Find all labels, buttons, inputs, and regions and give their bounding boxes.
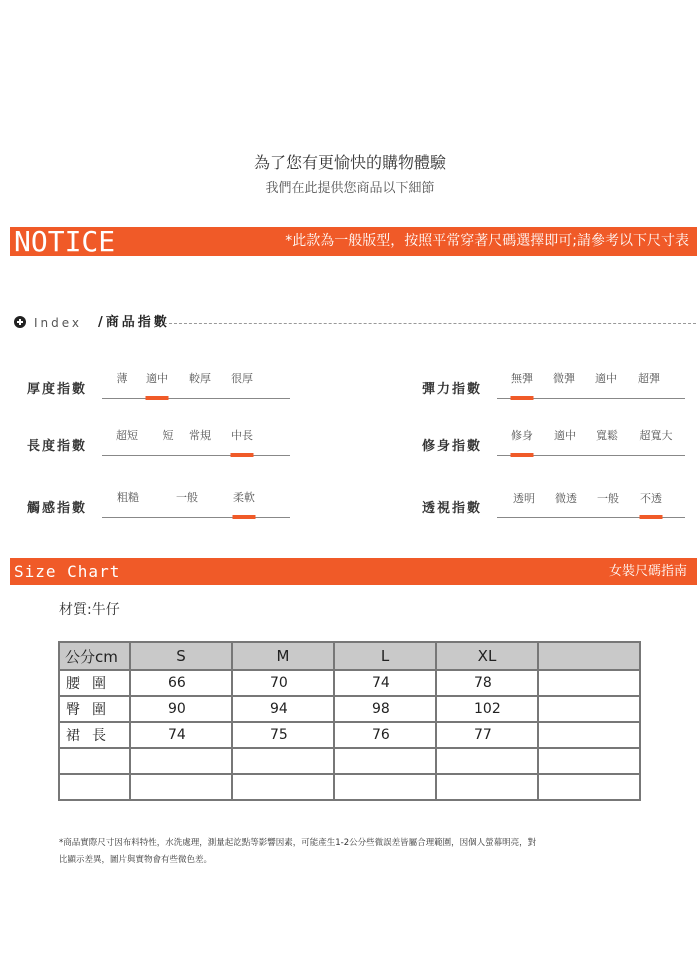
row-label: 裙長 <box>59 722 130 748</box>
table-cell <box>232 774 334 800</box>
gauge-marker <box>146 396 169 400</box>
table-cell: 74 <box>334 670 436 696</box>
gauge-option: 超短 <box>116 429 138 442</box>
notice-text: *此款為一般版型，按照平常穿著尺碼選擇即可;請參考以下尺寸表 <box>285 233 689 249</box>
size-header: M <box>232 642 334 670</box>
table-cell <box>334 774 436 800</box>
table-cell: 66 <box>130 670 232 696</box>
row-label: 臀圍 <box>59 696 130 722</box>
size-table <box>58 641 641 801</box>
table-cell: 75 <box>232 722 334 748</box>
table-cell <box>538 748 640 774</box>
notice-title: NOTICE <box>14 225 116 258</box>
table-row <box>59 748 640 774</box>
index-label: Index <box>34 316 83 330</box>
table-cell: 74 <box>130 722 232 748</box>
gauge-marker <box>640 515 663 519</box>
table-cell: 78 <box>436 670 538 696</box>
table-cell: 94 <box>232 696 334 722</box>
table-cell <box>130 774 232 800</box>
gauge-label: 透視指數 <box>422 501 483 516</box>
size-chart-title: Size Chart <box>14 562 121 581</box>
table-cell <box>130 748 232 774</box>
size-header: S <box>130 642 232 670</box>
table-header-row <box>59 642 640 670</box>
gauge-label: 長度指數 <box>27 439 88 454</box>
gauge-option: 超寬大 <box>639 429 673 442</box>
row-label <box>59 774 130 800</box>
gauge-option: 中長 <box>231 429 253 442</box>
gauge-option: 一般 <box>176 491 198 504</box>
table-cell <box>436 748 538 774</box>
gauge-option: 適中 <box>146 372 168 385</box>
table-cell <box>436 774 538 800</box>
gauge-option: 適中 <box>595 372 617 385</box>
table-cell <box>334 748 436 774</box>
gauge-label: 修身指數 <box>422 439 483 454</box>
table-row <box>59 670 640 696</box>
gauge-track <box>102 455 290 456</box>
gauge-option: 一般 <box>597 492 619 505</box>
unit-header: 公分cm <box>59 642 130 670</box>
table-cell <box>538 722 640 748</box>
table-cell <box>538 670 640 696</box>
gauge-option: 無彈 <box>511 372 533 385</box>
gauge-option: 不透 <box>640 492 662 505</box>
gauge-track <box>102 398 290 399</box>
size-header <box>538 642 640 670</box>
gauge-marker <box>231 453 254 457</box>
gauge-option: 微彈 <box>553 372 575 385</box>
size-chart-banner <box>10 558 697 585</box>
gauge-label: 厚度指數 <box>27 382 88 397</box>
table-cell: 77 <box>436 722 538 748</box>
table-cell: 70 <box>232 670 334 696</box>
row-label <box>59 748 130 774</box>
footnote <box>59 835 639 869</box>
index-header <box>14 314 696 332</box>
gauge-option: 較厚 <box>189 372 211 385</box>
gauge-option: 柔軟 <box>233 491 255 504</box>
gauge-marker <box>511 396 534 400</box>
material-label: 材質:牛仔 <box>59 602 120 618</box>
gauge-option: 粗糙 <box>117 491 139 504</box>
gauge-option: 超彈 <box>638 372 660 385</box>
plus-circle-icon <box>14 316 26 328</box>
row-label: 腰圍 <box>59 670 130 696</box>
gauge-option: 很厚 <box>231 372 253 385</box>
gauge-marker <box>233 515 256 519</box>
table-cell <box>232 748 334 774</box>
table-row <box>59 722 640 748</box>
table-cell <box>538 774 640 800</box>
table-cell: 76 <box>334 722 436 748</box>
gauge-option: 微透 <box>555 492 577 505</box>
gauge-option: 修身 <box>511 429 533 442</box>
table-cell <box>538 696 640 722</box>
table-cell: 102 <box>436 696 538 722</box>
gauge-option: 透明 <box>513 492 535 505</box>
gauge-label: 觸感指數 <box>27 501 88 516</box>
gauge-marker <box>511 453 534 457</box>
intro-heading: 為了您有更愉快的購物體驗 <box>253 153 446 172</box>
size-chart-subtitle: 女裝尺碼指南 <box>608 564 687 579</box>
gauge-option: 常規 <box>189 429 211 442</box>
notice-banner <box>10 227 697 256</box>
size-header: L <box>334 642 436 670</box>
gauge-track <box>102 517 290 518</box>
gauge-option: 薄 <box>116 372 128 385</box>
index-title: /商品指數 <box>98 315 170 330</box>
footnote-line: 比顯示差異，圖片與實物會有些微色差。 <box>59 855 213 865</box>
intro-subheading: 我們在此提供您商品以下細節 <box>265 181 435 196</box>
dashed-divider <box>164 323 696 324</box>
table-cell: 90 <box>130 696 232 722</box>
table-row <box>59 774 640 800</box>
table-cell: 98 <box>334 696 436 722</box>
table-row <box>59 696 640 722</box>
gauge-option: 寬鬆 <box>596 429 618 442</box>
footnote-line: *商品實際尺寸因布料特性，水洗處理，測量起訖點等影響因素，可能產生1-2公分些微誤差皆屬合理範圍，因個人螢幕明亮，對 <box>59 838 537 848</box>
gauge-option: 短 <box>162 429 174 442</box>
gauge-label: 彈力指數 <box>422 382 483 397</box>
size-header: XL <box>436 642 538 670</box>
gauge-option: 適中 <box>554 429 576 442</box>
